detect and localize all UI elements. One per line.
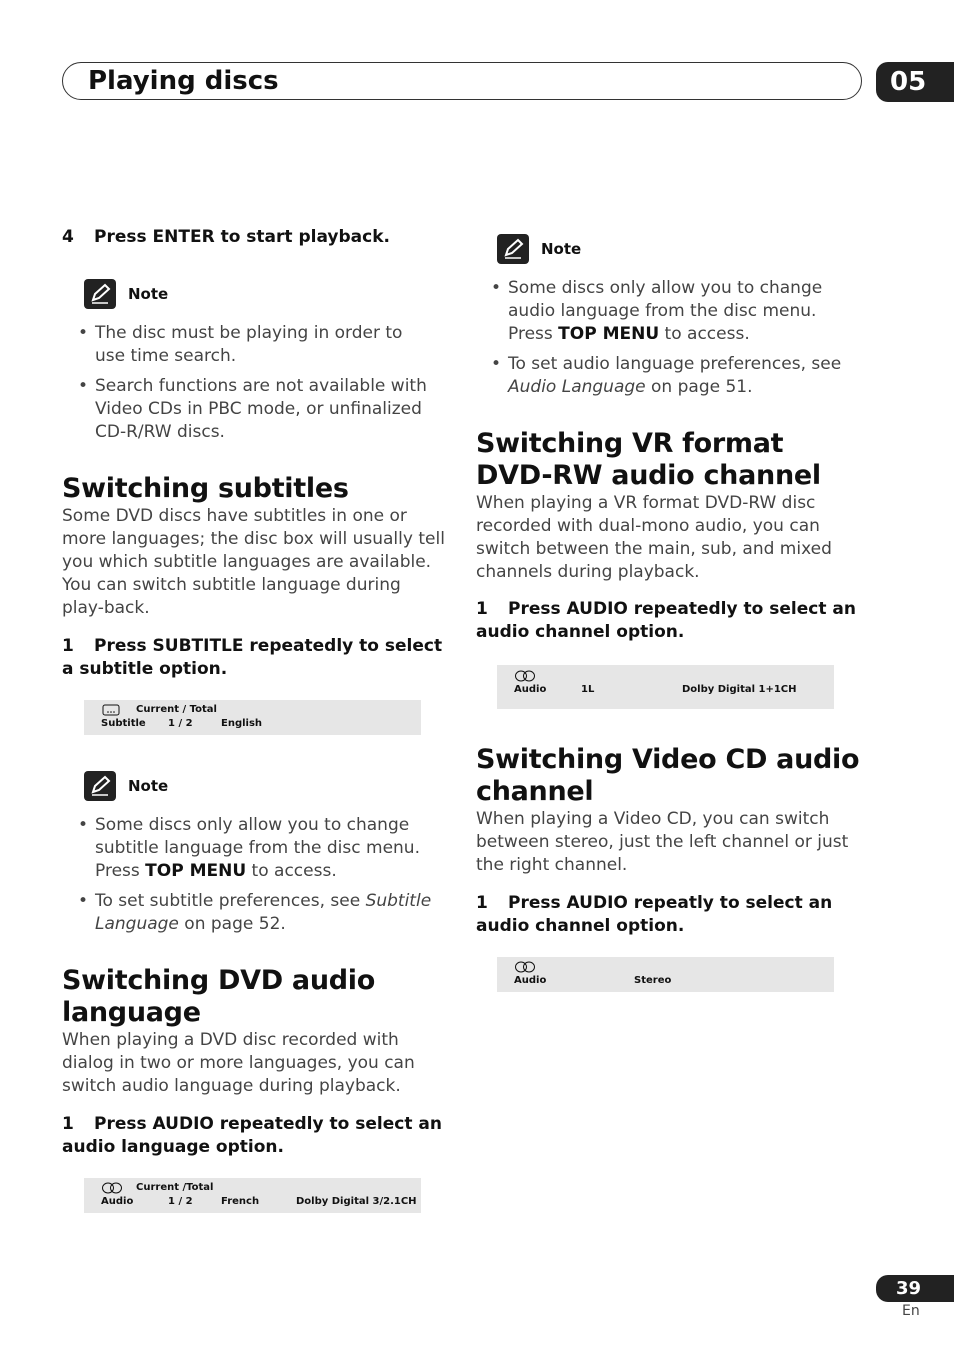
osd-value: 1L <box>581 684 595 695</box>
step-text: Press ENTER to start playback. <box>94 227 390 247</box>
note-header <box>84 279 444 311</box>
audio-icon <box>514 670 536 685</box>
osd-value: French <box>221 1196 260 1207</box>
section-body: When playing a DVD disc recorded with dialog in two or more languages, you can switch audio language during playback. <box>62 1030 415 1096</box>
step-4 <box>62 226 442 249</box>
section-vcd-audio <box>476 744 861 877</box>
page-number: 39 <box>876 1275 954 1302</box>
note-list <box>76 814 436 943</box>
osd-value: Stereo <box>634 975 672 986</box>
note-list <box>489 277 849 406</box>
section-subtitles <box>62 473 447 620</box>
osd-label: Audio <box>101 1196 134 1207</box>
step-text: Press AUDIO repeatedly to select an audio language option. <box>62 1114 442 1157</box>
chapter-number: 05 <box>876 62 954 102</box>
osd-header: Current / Total <box>136 704 217 715</box>
osd-format: Dolby Digital 1+1CH <box>682 684 797 695</box>
vr-audio-osd-display <box>497 665 834 709</box>
step-number: 1 <box>476 599 488 619</box>
osd-header: Current /Total <box>136 1182 214 1193</box>
step-vcd-audio <box>476 892 861 938</box>
subtitle-icon <box>102 704 120 719</box>
section-heading: Switching subtitles <box>62 473 349 504</box>
section-heading: Switching VR format DVD-RW audio channel <box>476 428 821 491</box>
audio-icon <box>101 1182 123 1197</box>
audio-osd-display <box>84 1178 421 1213</box>
step-text: Press SUBTITLE repeatedly to select a subtitle option. <box>62 636 443 679</box>
osd-format: Dolby Digital 3/2.1CH <box>296 1196 417 1207</box>
note-list <box>76 322 436 451</box>
list-item: • Some discs only allow you to change audio language from the disc menu. Press TOP MENU to access. <box>489 277 849 346</box>
osd-value: English <box>221 718 263 729</box>
osd-label: Subtitle <box>101 718 146 729</box>
osd-fraction: 1 / 2 <box>168 1196 193 1207</box>
step-number: 1 <box>476 893 488 913</box>
step-text: Press AUDIO repeatedly to select an audio channel option. <box>476 599 856 642</box>
step-dvd-audio <box>62 1113 447 1159</box>
pencil-note-icon <box>84 279 116 309</box>
list-item: • To set audio language preferences, see Audio Language on page 51. <box>489 353 849 399</box>
osd-label: Audio <box>514 684 547 695</box>
note-block <box>497 234 857 266</box>
note-label: Note <box>541 240 582 258</box>
section-dvd-audio <box>62 965 447 1098</box>
language-code: En <box>902 1303 920 1319</box>
note-header <box>497 234 857 266</box>
list-item: • To set subtitle preferences, see Subtitle Language on page 52. <box>76 890 436 936</box>
note-header <box>84 771 444 803</box>
pencil-note-icon <box>497 234 529 264</box>
note-block <box>84 279 444 311</box>
step-number: 4 <box>62 227 74 247</box>
page-title: Playing discs <box>88 66 279 96</box>
step-vr-audio <box>476 598 861 644</box>
section-vr-audio <box>476 428 861 584</box>
list-item: • Search functions are not available with Video CDs in PBC mode, or unfinalized CD-R/RW discs. <box>76 375 436 444</box>
list-item: • The disc must be playing in order to use time search. <box>76 322 436 368</box>
step-number: 1 <box>62 636 74 656</box>
note-block <box>84 771 444 803</box>
list-item: • Some discs only allow you to change subtitle language from the disc menu. Press TOP MENU to access. <box>76 814 436 883</box>
step-subtitle <box>62 635 447 681</box>
audio-icon <box>514 961 536 976</box>
section-body: When playing a Video CD, you can switch between stereo, just the left channel or just the right channel. <box>476 809 849 875</box>
step-number: 1 <box>62 1114 74 1134</box>
note-label: Note <box>128 285 169 303</box>
section-body: When playing a VR format DVD-RW disc recorded with dual-mono audio, you can switch between the main, sub, and mixed channels during playback. <box>476 493 832 582</box>
section-heading: Switching DVD audio language <box>62 965 375 1028</box>
pencil-note-icon <box>84 771 116 801</box>
vcd-audio-osd-display <box>497 957 834 992</box>
note-label: Note <box>128 777 169 795</box>
osd-label: Audio <box>514 975 547 986</box>
osd-fraction: 1 / 2 <box>168 718 193 729</box>
subtitle-osd-display <box>84 700 421 735</box>
section-heading: Switching Video CD audio channel <box>476 744 860 807</box>
step-text: Press AUDIO repeatly to select an audio channel option. <box>476 893 833 936</box>
section-body: Some DVD discs have subtitles in one or more languages; the disc box will usually tell you which subtitle languages are available. You can switch subtitle language during play-back. <box>62 506 445 618</box>
